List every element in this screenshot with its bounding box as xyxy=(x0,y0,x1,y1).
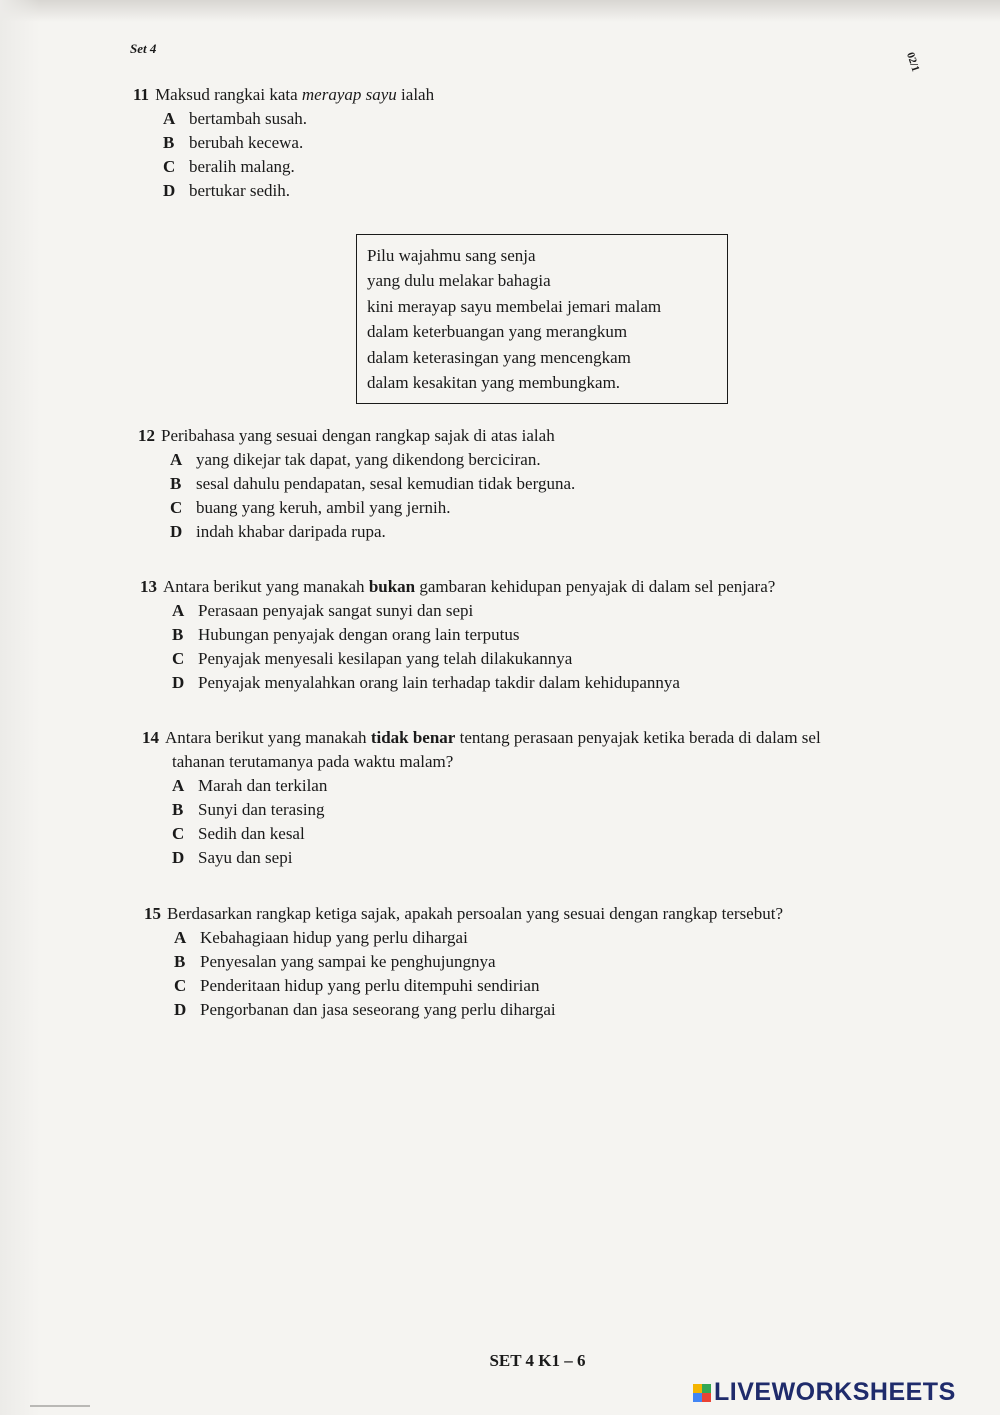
emphasis-word: bukan xyxy=(368,577,416,596)
option-c[interactable]: C beralih malang. xyxy=(163,157,295,176)
option-d[interactable]: D Penyajak menyalahkan orang lain terhadap takdir dalam kehidupannya xyxy=(172,673,680,692)
question-14 xyxy=(142,726,821,870)
option-a[interactable]: A Marah dan terkilan xyxy=(172,776,328,795)
question-number: 11 xyxy=(133,85,150,104)
question-15 xyxy=(144,902,783,1022)
poem-line: kini merayap sayu membelai jemari malam xyxy=(367,296,662,316)
option-c[interactable]: C Penyajak menyesali kesilapan yang telah dilakukannya xyxy=(172,649,573,668)
option-c[interactable]: C buang yang keruh, ambil yang jernih. xyxy=(170,498,451,517)
poem-line: Pilu wajahmu sang senja xyxy=(367,246,536,265)
question-13-stem: 13 Antara berikut yang manakah bukan gambaran kehidupan penyajak di dalam sel penjara? xyxy=(140,575,775,599)
page-footer-code: SET 4 K1 – 6 xyxy=(489,1351,586,1370)
poem-excerpt-box xyxy=(356,234,728,404)
question-14-stem: 14 Antara berikut yang manakah tidak benar tentang perasaan penyajak ketika berada di dalam sel xyxy=(142,726,821,750)
option-b[interactable]: B sesal dahulu pendapatan, sesal kemudian tidak berguna. xyxy=(170,474,576,493)
question-number: 15 xyxy=(144,904,161,923)
option-a[interactable]: A yang dikejar tak dapat, yang dikendong berciciran. xyxy=(170,450,541,469)
option-c[interactable]: C Penderitaan hidup yang perlu ditempuhi sendirian xyxy=(174,976,540,995)
brand-name: LIVEWORKSHEETS xyxy=(714,1378,956,1406)
question-11 xyxy=(133,83,434,203)
highlighted-phrase: merayap sayu xyxy=(301,85,397,104)
option-d[interactable]: D bertukar sedih. xyxy=(163,181,291,200)
liveworksheets-brand[interactable] xyxy=(693,1378,956,1407)
option-a[interactable]: A Perasaan penyajak sangat sunyi dan sepi xyxy=(172,601,474,620)
bleed-through-block xyxy=(520,84,850,204)
question-15-stem: 15 Berdasarkan rangkap ketiga sajak, apakah persoalan yang sesuai dengan rangkap tersebut? xyxy=(144,902,783,926)
question-11-stem: 11 Maksud rangkai kata merayap sayu ialah xyxy=(133,83,434,107)
option-a[interactable]: A bertambah susah. xyxy=(163,109,308,128)
option-b[interactable]: B Hubungan penyajak dengan orang lain terputus xyxy=(172,625,520,644)
option-d[interactable]: D indah khabar daripada rupa. xyxy=(170,522,386,541)
option-a[interactable]: A Kebahagiaan hidup yang perlu dihargai xyxy=(174,928,468,947)
question-12 xyxy=(138,424,575,544)
option-d[interactable]: D Pengorbanan dan jasa seseorang yang perlu dihargai xyxy=(174,1000,556,1019)
question-number: 14 xyxy=(142,728,159,747)
option-d[interactable]: D Sayu dan sepi xyxy=(172,848,293,867)
question-number: 12 xyxy=(138,426,155,445)
scan-artifact-line xyxy=(30,1405,90,1407)
option-b[interactable]: B Penyesalan yang sampai ke penghujungnya xyxy=(174,952,496,971)
poem-line: dalam keterbuangan yang merangkum xyxy=(367,322,628,342)
question-number: 13 xyxy=(140,577,157,596)
scan-shadow-top xyxy=(0,0,1000,22)
corner-page-mark: 02/1 xyxy=(904,50,922,74)
poem-line: yang dulu melakar bahagia xyxy=(367,271,551,291)
emphasis-word: tidak benar xyxy=(370,728,456,747)
liveworksheets-logo-icon xyxy=(693,1384,711,1402)
scan-shadow-left xyxy=(0,0,40,1415)
poem-line: dalam kesakitan yang membungkam. xyxy=(367,373,621,393)
option-b[interactable]: B Sunyi dan terasing xyxy=(172,800,325,819)
poem-line: dalam keterasingan yang mencengkam xyxy=(367,347,631,367)
option-b[interactable]: B berubah kecewa. xyxy=(163,133,304,152)
question-13 xyxy=(140,575,775,695)
set-label: Set 4 xyxy=(130,41,157,56)
question-14-stem-line2: tahanan terutamanya pada waktu malam? xyxy=(172,752,454,771)
question-12-stem: 12 Peribahasa yang sesuai dengan rangkap sajak di atas ialah xyxy=(138,424,575,448)
option-c[interactable]: C Sedih dan kesal xyxy=(172,824,305,843)
